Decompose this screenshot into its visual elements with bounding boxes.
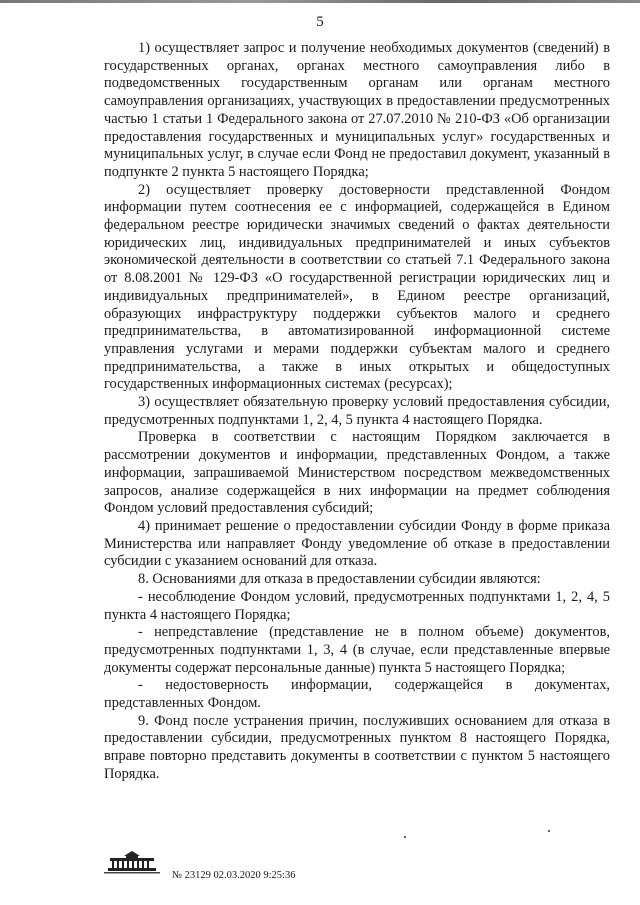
scan-speck	[404, 836, 406, 838]
paragraph-9: - недостоверность информации, содержащейся в документах, представленных Фондом.	[104, 677, 610, 712]
paragraph-8: - непредставление (представление не в полном объеме) документов, предусмотренных подпунктами 1, 3, 4 (в случае, если представленные впервые документы содержат персональные данные) пункта 5 настоящего Порядка;	[104, 624, 610, 676]
scan-top-edge	[0, 0, 640, 3]
footer	[102, 850, 622, 890]
document-body	[104, 40, 610, 784]
scan-speck	[548, 830, 550, 832]
page-number: 5	[316, 14, 324, 30]
paragraph-5: 4) принимает решение о предоставлении субсидии Фонду в форме приказа Министерства или направляет Фонду уведомление об отказе в предоставлении субсидии с указанием оснований для отказа.	[104, 517, 610, 570]
document-registration-stamp: № 23129 02.03.2020 9:25:36	[172, 870, 296, 881]
paragraph-2: 2) осуществляет проверку достоверности представленной Фондом информации путем соотнесения ее с информацией, содержащейся в Едином федеральном реестре юридически значимых сведений о фактах деятельности юридических лиц, индивидуальных предпринимателей и иных субъектов экономической деятельности в соответствии со статьей 7.1 Федерального закона от 8.08.2001 № 129-ФЗ «О государственной регистрации юридических лиц и индивидуальных предпринимателей», в Едином реестре организаций, образующих инфраструктуру поддержки субъектов малого и среднего предпринимательства, в автоматизированной информационной системе управления услугами и мерами поддержки субъектам малого и среднего предпринимательства, а также в иных открытых и общедоступных государственных информационных системах (ресурсах);	[104, 181, 610, 393]
paragraph-7: - несоблюдение Фондом условий, предусмотренных подпунктами 1, 2, 4, 5 пункта 4 настоящего Порядка;	[104, 588, 610, 623]
paragraph-3: 3) осуществляет обязательную проверку условий предоставления субсидии, предусмотренных подпунктами 1, 2, 4, 5 пункта 4 настоящего Порядка.	[104, 394, 610, 428]
paragraph-6: 8. Основаниями для отказа в предоставлении субсидии являются:	[138, 571, 541, 588]
paragraph-10: 9. Фонд после устранения причин, послуживших основанием для отказа в предоставлении субсидии, предусмотренных пунктом 8 настоящего Порядка, вправе повторно представить документы в соответствии с пунктом 5 настоящего Порядка.	[104, 712, 610, 782]
paragraph-1: 1) осуществляет запрос и получение необходимых документов (сведений) в государственных органах, органах местного самоуправления либо в подведомственных государственным органам или органам местного самоуправления организациях, участвующих в предоставлении предусмотренных частью 1 статьи 1 Федерального закона от 27.07.2010 № 210-ФЗ «Об организации предоставления государственных и муниципальных услуг» государственных и муниципальных услуг, в случае если Фонд не предоставил документ, указанный в подпункте 2 пункта 5 настоящего Порядка;	[104, 40, 610, 180]
paragraph-4: Проверка в соответствии с настоящим Порядком заключается в рассмотрении документов и информации, представленных Фондом, а также информации, запрашиваемой Министерством посредством межведомственных запросов, анализе содержащейся в них информации на предмет соблюдения Фондом условий предоставления субсидий;	[104, 429, 610, 517]
government-building-logo-icon	[102, 850, 162, 876]
